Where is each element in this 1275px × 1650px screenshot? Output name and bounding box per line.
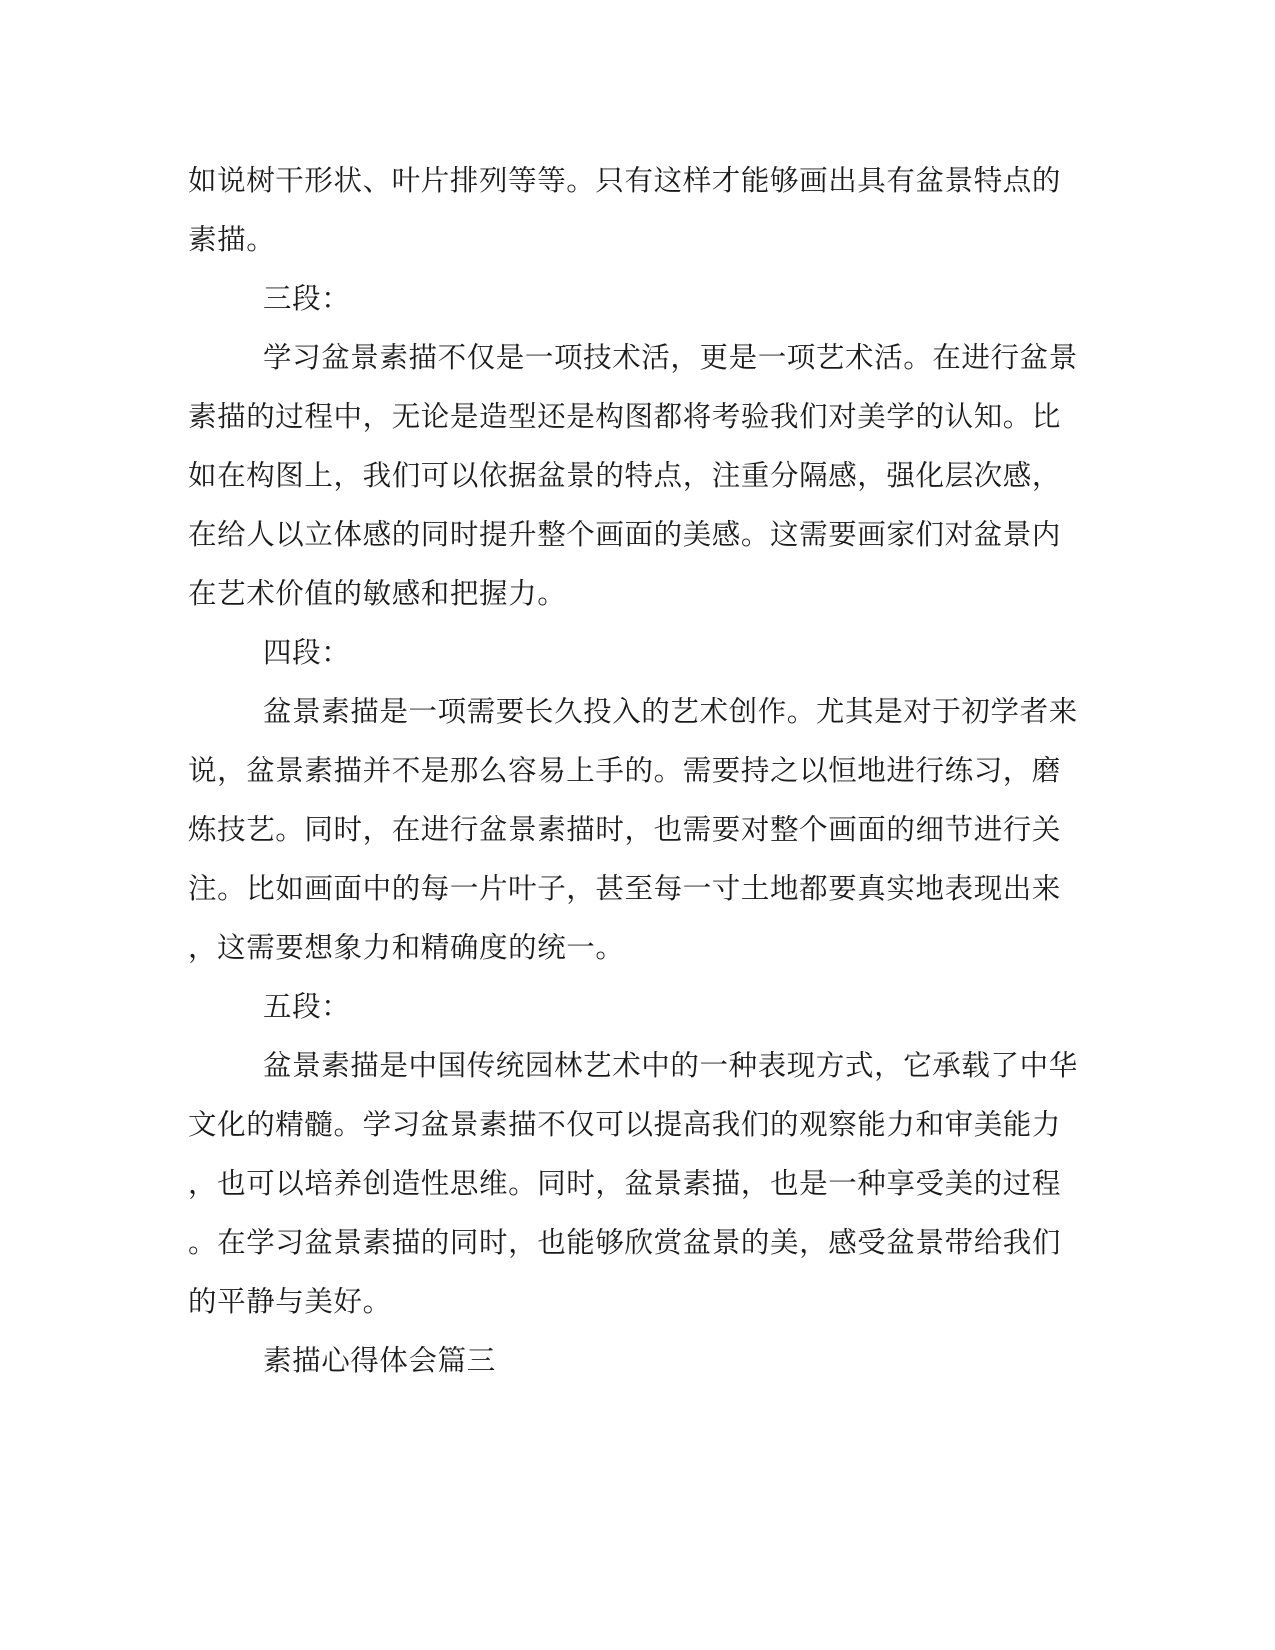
paragraph-4-line: 注。比如画面中的每一片叶子，甚至每一寸土地都要真实地表现出来 (188, 872, 1062, 905)
paragraph-5-line: 盆景素描是中国传统园林艺术中的一种表现方式，它承载了中华 (263, 1049, 1078, 1082)
article-title: 素描心得体会篇三 (263, 1344, 496, 1377)
paragraph-5-line: ，也可以培养创造性思维。同时，盆景素描，也是一种享受美的过程 (188, 1167, 1062, 1200)
paragraph-3-line: 在给人以立体感的同时提升整个画面的美感。这需要画家们对盆景内 (188, 518, 1062, 551)
paragraph-4-line: ，这需要想象力和精确度的统一。 (188, 931, 625, 964)
paragraph-2-line-end: 如说树干形状、叶片排列等等。只有这样才能够画出具有盆景特点的 (188, 164, 1062, 197)
paragraph-3-line: 如在构图上，我们可以依据盆景的特点，注重分隔感，强化层次感， (188, 459, 1062, 492)
section-heading-3: 三段： (263, 282, 351, 315)
paragraph-2-line-end: 素描。 (188, 223, 276, 256)
paragraph-3-line: 素描的过程中，无论是造型还是构图都将考验我们对美学的认知。比 (188, 400, 1062, 433)
paragraph-4-line: 炼技艺。同时，在进行盆景素描时，也需要对整个画面的细节进行关 (188, 813, 1062, 846)
section-heading-5: 五段： (263, 990, 351, 1023)
paragraph-4-line: 说，盆景素描并不是那么容易上手的。需要持之以恒地进行练习，磨 (188, 754, 1062, 787)
paragraph-4-line: 盆景素描是一项需要长久投入的艺术创作。尤其是对于初学者来 (263, 695, 1078, 728)
section-heading-4: 四段： (263, 636, 351, 669)
paragraph-5-line: 。在学习盆景素描的同时，也能够欣赏盆景的美，感受盆景带给我们 (188, 1226, 1062, 1259)
paragraph-5-line: 文化的精髓。学习盆景素描不仅可以提高我们的观察能力和审美能力 (188, 1108, 1062, 1141)
paragraph-5-line: 的平静与美好。 (188, 1285, 392, 1318)
paragraph-3-line: 在艺术价值的敏感和把握力。 (188, 577, 567, 610)
paragraph-3-line: 学习盆景素描不仅是一项技术活，更是一项艺术活。在进行盆景 (263, 341, 1078, 374)
